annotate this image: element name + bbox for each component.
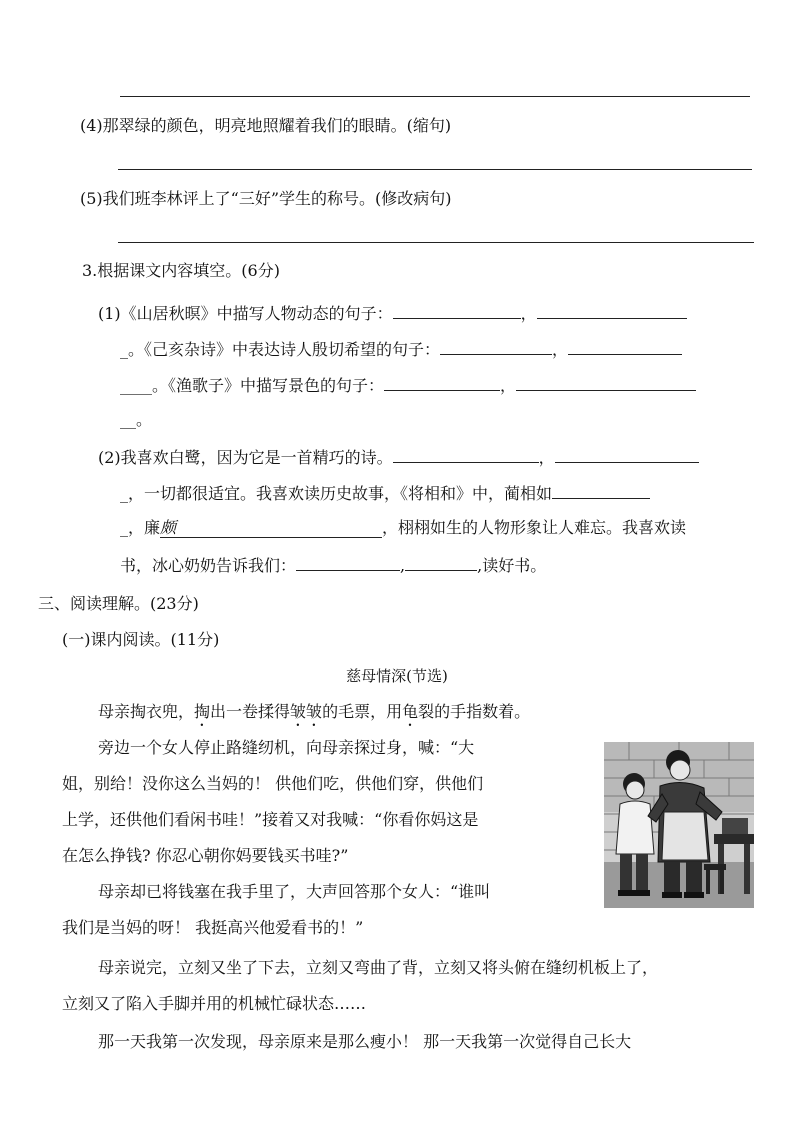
fill-2-line-2: [120, 480, 650, 506]
question-4: (4)那翠绿的颜色，明亮地照耀着我们的眼睛。(缩句): [80, 116, 452, 135]
fill-text: __。: [120, 410, 153, 429]
fill-1-line-3: [120, 372, 696, 398]
fill-1-line-4: [120, 408, 152, 432]
answer-line-q4[interactable]: [118, 169, 752, 170]
fill-2-line-4: [120, 552, 546, 578]
part-3a-title: (一)课内阅读。(11分): [62, 630, 220, 649]
fill-1-line-1: [98, 300, 687, 326]
passage-text-dotted: 皱皱: [290, 702, 323, 721]
fill-blank[interactable]: [516, 372, 696, 391]
fill-text: _，一切都很适宜。我喜欢读历史故事，《将相和》中，蔺相如: [120, 484, 553, 503]
fill-blank[interactable]: [568, 336, 682, 355]
fill-blank[interactable]: [440, 336, 552, 355]
fill-text: _，廉: [120, 518, 161, 537]
passage-para-5-line-1: 那一天我第一次发现，母亲原来是那么瘦小！ 那一天我第一次觉得自己长大: [98, 1032, 632, 1051]
fill-2-line-1: [98, 444, 699, 470]
fill-text: (1)《山居秋暝》中描写人物动态的句子：: [98, 304, 393, 323]
fill-text: ，: [500, 376, 517, 395]
handwritten-char: 颇: [160, 518, 177, 537]
answer-line[interactable]: [120, 96, 750, 97]
fill-blank[interactable]: [393, 300, 521, 319]
fill-text: ，: [538, 448, 555, 467]
passage-text: 裂的手指数着。: [418, 702, 531, 721]
fill-text: (2)我喜欢白鹭，因为它是一首精巧的诗。: [98, 448, 393, 467]
fill-blank[interactable]: [384, 372, 500, 391]
passage-para-4-line-1: 母亲说完，立刻又坐了下去，立刻又弯曲了背，立刻又将头俯在缝纫机板上了，: [98, 958, 659, 977]
passage-para-3-line-2: 我们是当妈的呀！ 我挺高兴他爱看书的！”: [62, 918, 364, 937]
handwritten-answer: [160, 518, 382, 538]
fill-text: ，栩栩如生的人物形象让人难忘。我喜欢读: [382, 518, 687, 537]
passage-text: 出一卷揉得: [210, 702, 291, 721]
fill-blank[interactable]: [405, 552, 477, 571]
fill-text: 书，冰心奶奶告诉我们：: [120, 556, 297, 575]
passage-para-2-line-3: 上学，还供他们看闲书哇！”接着又对我喊：“你看你妈这是: [62, 810, 479, 829]
passage-text: 母亲掏衣兜，: [98, 702, 195, 721]
fill-blank[interactable]: [393, 444, 539, 463]
passage-para-2-line-2: 姐，别给！没你这么当妈的！ 供他们吃，供他们穿，供他们: [62, 774, 484, 793]
part-3-title: 三、阅读理解。(23分): [38, 594, 199, 613]
section-3-title: 3.根据课文内容填空。(6分): [82, 261, 280, 280]
fill-blank[interactable]: [296, 552, 400, 571]
passage-text-dotted: 龟: [402, 702, 419, 721]
passage-text-dotted: 掏: [194, 702, 211, 721]
illustration-mother-and-son: [604, 742, 754, 908]
passage-para-4-line-2: 立刻又了陷入手脚并用的机械忙碌状态……: [62, 994, 367, 1013]
fill-text: ____。《渔歌子》中描写景色的句子：: [120, 376, 385, 395]
fill-blank[interactable]: [537, 300, 687, 319]
passage-text: 的毛票，用: [322, 702, 403, 721]
answer-line-q5[interactable]: [118, 242, 754, 243]
passage-para-2-line-1: 旁边一个女人停止路缝纫机，向母亲探过身，喊：“大: [98, 738, 475, 757]
question-5: (5)我们班李林评上了“三好”学生的称号。(修改病句): [80, 189, 452, 208]
fill-2-line-3: [120, 516, 686, 540]
passage-para-1: [98, 700, 530, 730]
fill-text: _。《己亥杂诗》中表达诗人殷切希望的句子：: [120, 340, 441, 359]
fill-text: ,读好书。: [477, 556, 547, 575]
fill-text: ,: [400, 556, 406, 575]
passage-para-2-line-4: 在怎么挣钱? 你忍心朝你妈要钱买书哇?”: [62, 846, 349, 865]
fill-1-line-2: [120, 336, 682, 362]
passage-title: 慈母情深(节选): [346, 667, 448, 685]
fill-text: ，: [552, 340, 569, 359]
passage-para-3-line-1: 母亲却已将钱塞在我手里了，大声回答那个女人：“谁叫: [98, 882, 491, 901]
fill-blank[interactable]: [552, 480, 650, 499]
fill-text: ，: [520, 304, 537, 323]
fill-blank[interactable]: [555, 444, 699, 463]
